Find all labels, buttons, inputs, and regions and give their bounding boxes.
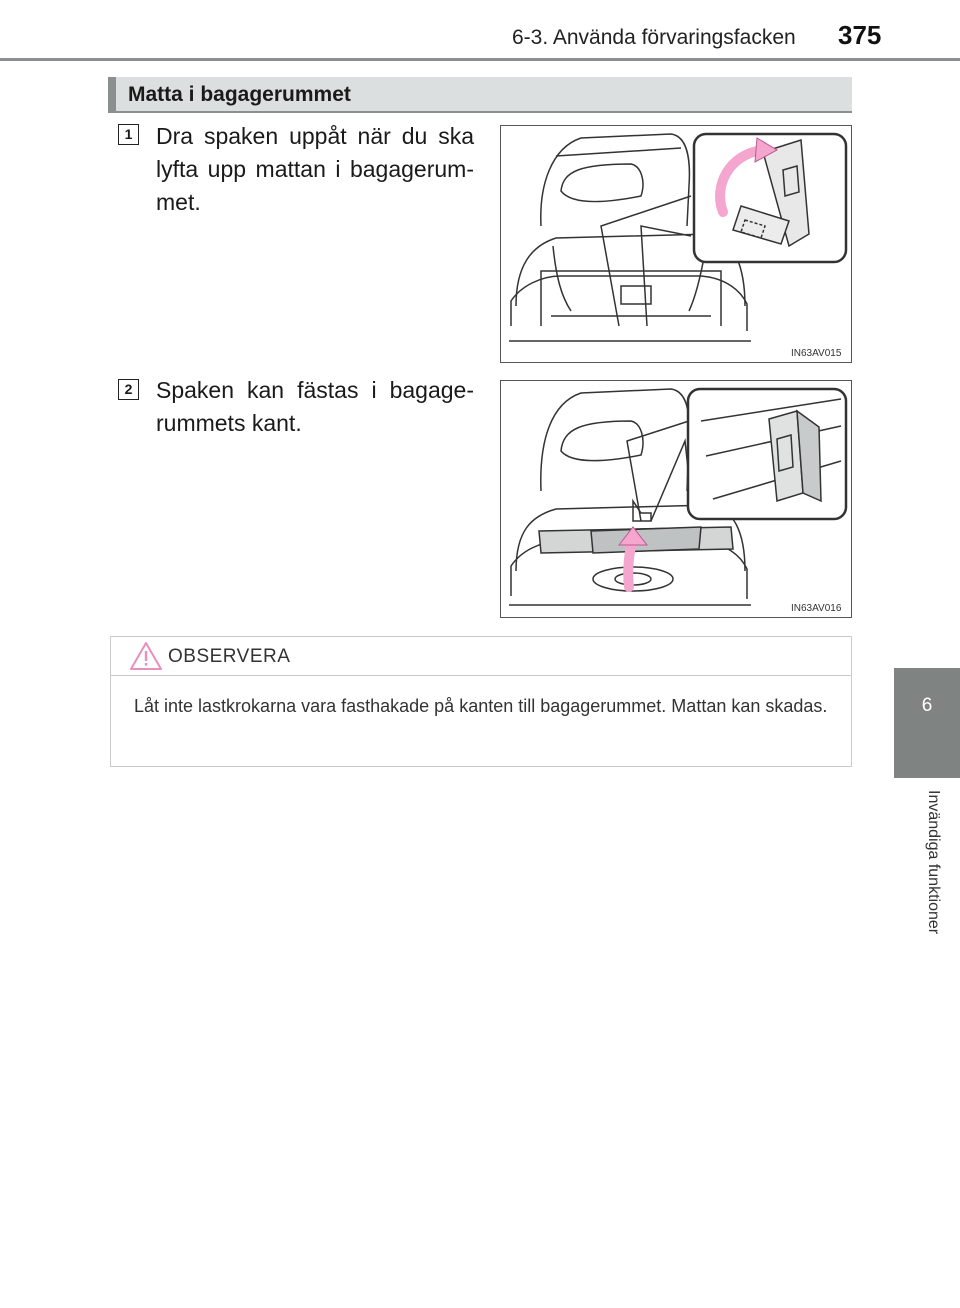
notice-body: Låt inte lastkrokarna vara fasthakade på kanten till bagagerummet. Mattan kan skadas. bbox=[134, 696, 828, 716]
chapter-number: 6 bbox=[921, 695, 933, 716]
step-text-2: Spaken kan fästas i bagage-rummets kant. bbox=[156, 377, 474, 436]
figure-code-2: IN63AV016 bbox=[791, 603, 842, 614]
notice-divider bbox=[110, 675, 852, 676]
figure-code-1: IN63AV015 bbox=[791, 348, 842, 359]
step-number-2: 2 bbox=[118, 379, 139, 400]
illustration-trunk-open bbox=[501, 126, 850, 361]
page-number: 375 bbox=[838, 20, 882, 50]
notice-title: OBSERVERA bbox=[168, 646, 291, 667]
header-divider bbox=[0, 58, 960, 61]
step-text-1: Dra spaken uppåt när du ska lyfta upp mattan i bagagerum-met. bbox=[156, 123, 474, 215]
chapter-tab bbox=[894, 668, 960, 778]
section-heading: Matta i bagagerummet bbox=[108, 77, 852, 111]
illustration-trunk-mat-raised bbox=[501, 381, 850, 616]
figure-trunk-lift-lever bbox=[500, 125, 852, 363]
header-section-title: 6-3. Använda förvaringsfacken bbox=[512, 26, 796, 49]
heading-underline bbox=[108, 111, 852, 113]
warning-triangle-icon bbox=[128, 640, 164, 672]
step-number-1: 1 bbox=[118, 124, 139, 145]
figure-lever-fastened bbox=[500, 380, 852, 618]
chapter-title: Invändiga funktioner bbox=[925, 790, 942, 935]
